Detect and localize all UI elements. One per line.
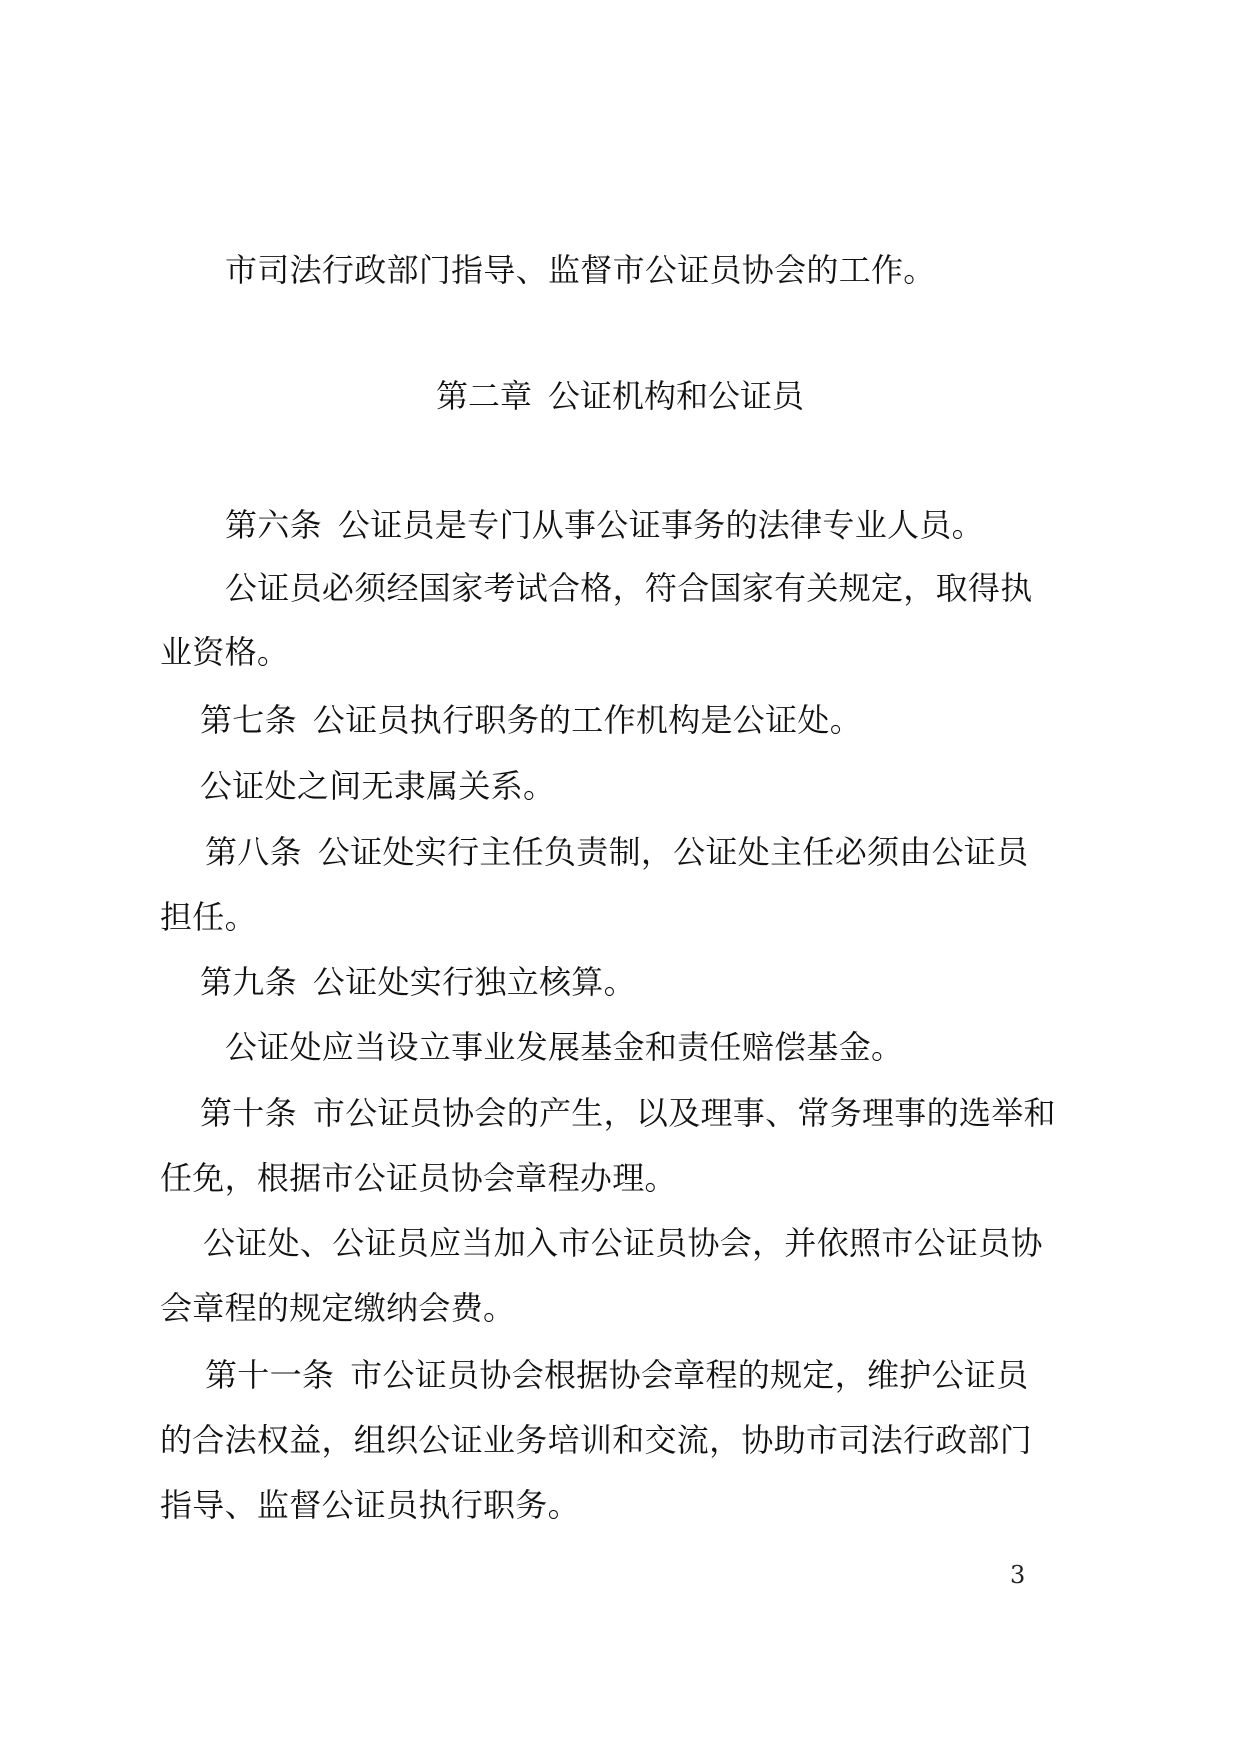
article-6-para2-line2: 业资格。 [160, 633, 290, 671]
article-7-para2: 公证处之间无隶属关系。 [200, 767, 556, 805]
article-7-label: 第七条 [200, 701, 297, 739]
page-number: 3 [1010, 1561, 1026, 1589]
article-9-label: 第九条 [200, 963, 297, 1001]
article-9 [200, 962, 636, 1002]
article-9-text: 公证处实行独立核算。 [312, 963, 636, 1001]
article-6-label: 第六条 [225, 506, 322, 544]
article-7-text: 公证员执行职务的工作机构是公证处。 [312, 701, 863, 739]
article-11-text-line3: 指导、监督公证员执行职务。 [160, 1486, 580, 1524]
article-9-para2: 公证处应当设立事业发展基金和责任赔偿基金。 [225, 1028, 904, 1066]
article-10-para2-line2: 会章程的规定缴纳会费。 [160, 1289, 516, 1327]
chapter-title: 公证机构和公证员 [548, 377, 805, 415]
article-11-text-line1: 市公证员协会根据协会章程的规定，维护公证员 [350, 1356, 1029, 1394]
article-6-para2-line1: 公证员必须经国家考试合格，符合国家有关规定，取得执 [225, 569, 1033, 607]
article-11 [205, 1355, 1029, 1395]
article-11-text-line2: 的合法权益，组织公证业务培训和交流，协助市司法行政部门 [160, 1421, 1033, 1459]
article-10 [200, 1093, 1056, 1133]
article-6-text: 公证员是专门从事公证事务的法律专业人员。 [337, 506, 984, 544]
article-7 [200, 700, 862, 740]
intro-paragraph: 市司法行政部门指导、监督市公证员协会的工作。 [225, 251, 936, 289]
article-10-label: 第十条 [200, 1094, 297, 1132]
article-10-text-line2: 任免，根据市公证员协会章程办理。 [160, 1159, 677, 1197]
chapter-number: 第二章 [435, 377, 532, 415]
article-10-text-line1: 市公证员协会的产生，以及理事、常务理事的选举和 [312, 1094, 1056, 1132]
article-11-label: 第十一条 [205, 1356, 335, 1394]
article-10-para2-line1: 公证处、公证员应当加入市公证员协会，并依照市公证员协 [203, 1224, 1043, 1262]
article-8 [205, 832, 1029, 872]
article-8-text-line2: 担任。 [160, 898, 257, 936]
article-8-text-line1: 公证处实行主任负责制，公证处主任必须由公证员 [317, 833, 1029, 871]
chapter-heading [0, 376, 1240, 416]
article-6 [225, 505, 984, 545]
article-8-label: 第八条 [205, 833, 302, 871]
